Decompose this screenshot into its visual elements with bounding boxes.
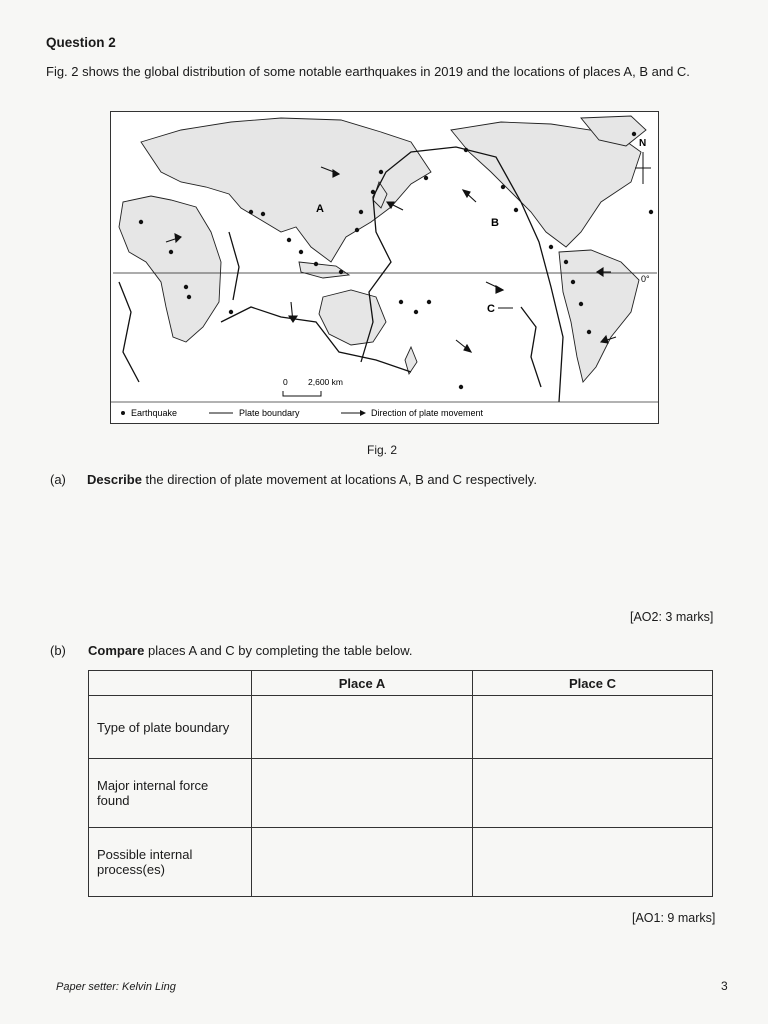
part-b-text: places A and C by completing the table below. bbox=[144, 643, 413, 658]
figure-map bbox=[110, 111, 659, 424]
legend-arrowhead-icon bbox=[360, 410, 366, 416]
row-label-force: Major internal force found bbox=[89, 759, 252, 828]
australia-land bbox=[319, 290, 386, 345]
part-b-command-word: Compare bbox=[88, 643, 145, 658]
scale-zero: 0 bbox=[283, 377, 288, 387]
scale-distance: 2,600 km bbox=[308, 377, 343, 387]
south-america-land bbox=[559, 250, 639, 382]
page-number: 3 bbox=[721, 979, 728, 993]
equator-label: 0° bbox=[641, 274, 650, 284]
part-b-question bbox=[88, 643, 412, 658]
east-pacific-rise bbox=[521, 307, 541, 387]
question-title: Question 2 bbox=[46, 35, 116, 50]
question-intro: Fig. 2 shows the global distribution of some notable earthquakes in 2019 and the locations of places A, B and C. bbox=[46, 64, 690, 79]
table-header-row bbox=[89, 671, 713, 696]
part-a-question bbox=[87, 472, 537, 487]
part-b-marks: [AO1: 9 marks] bbox=[632, 911, 716, 925]
africa-land bbox=[119, 196, 221, 342]
part-b-label: (b) bbox=[50, 643, 66, 658]
part-a-command-word: Describe bbox=[87, 472, 142, 487]
part-a-label: (a) bbox=[50, 472, 66, 487]
paper-setter: Paper setter: Kelvin Ling bbox=[56, 981, 176, 993]
row-label-boundary: Type of plate boundary bbox=[89, 696, 252, 759]
answer-cell-c-boundary[interactable] bbox=[473, 696, 713, 759]
scale-bar bbox=[283, 391, 321, 396]
comparison-table bbox=[88, 670, 713, 897]
answer-cell-a-process[interactable] bbox=[252, 828, 473, 897]
table-row bbox=[89, 696, 713, 759]
part-a-text: the direction of plate movement at locations A, B and C respectively. bbox=[141, 472, 537, 487]
table-header-place-a: Place A bbox=[252, 671, 473, 696]
answer-cell-a-force[interactable] bbox=[252, 759, 473, 828]
landmasses bbox=[119, 116, 646, 382]
legend-plate-boundary: Plate boundary bbox=[239, 408, 300, 418]
legend-earthquake: Earthquake bbox=[131, 408, 178, 418]
table-row bbox=[89, 828, 713, 897]
table-header-corner bbox=[89, 671, 252, 696]
african-rift bbox=[229, 232, 239, 300]
answer-cell-c-force[interactable] bbox=[473, 759, 713, 828]
legend-direction: Direction of plate movement bbox=[371, 408, 484, 418]
place-b-label: B bbox=[491, 217, 499, 229]
place-c-label: C bbox=[487, 303, 495, 315]
table-header-place-c: Place C bbox=[473, 671, 713, 696]
table-row bbox=[89, 759, 713, 828]
north-label: N bbox=[639, 138, 647, 149]
legend-earthquake-icon bbox=[121, 411, 125, 415]
part-a-marks: [AO2: 3 marks] bbox=[630, 610, 714, 624]
world-map-svg bbox=[111, 112, 658, 423]
mid-atlantic-ridge bbox=[119, 282, 139, 382]
row-label-process: Possible internal process(es) bbox=[89, 828, 252, 897]
place-a-label: A bbox=[316, 203, 324, 215]
answer-cell-c-process[interactable] bbox=[473, 828, 713, 897]
answer-cell-a-boundary[interactable] bbox=[252, 696, 473, 759]
figure-caption: Fig. 2 bbox=[367, 443, 398, 457]
